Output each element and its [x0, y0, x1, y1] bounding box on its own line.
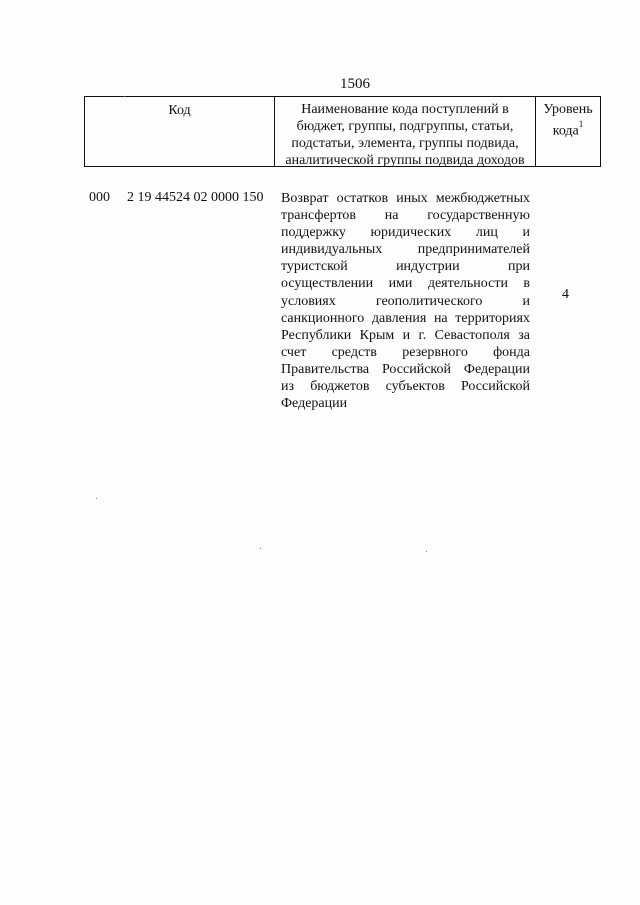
description-line: условиях геополитического и [281, 293, 530, 309]
header-code-label: Код [168, 103, 191, 118]
scan-speck [426, 551, 427, 552]
description-line: Федерации [281, 396, 348, 412]
description-line: Возврат остатков иных межбюджетных [281, 191, 530, 206]
table-header [84, 96, 601, 167]
revenue-description [281, 190, 530, 412]
description-line: санкционного давления на территориях [281, 310, 530, 326]
header-name-cell [274, 97, 536, 166]
description-line: счет средств резервного фонда [281, 344, 530, 360]
description-line: Республики Крым и г. Севастополя за [281, 327, 530, 343]
footnote-marker: 1 [578, 119, 584, 129]
header-level-line2: кода [552, 123, 579, 139]
header-name-line: бюджет, группы, подгруппы, статьи, [296, 119, 514, 134]
scan-speck [260, 548, 261, 549]
scan-speck [124, 96, 125, 97]
header-name-line: Наименование кода поступлений в [301, 102, 509, 117]
description-line: индивидуальных предпринимателей [281, 242, 530, 258]
description-line: трансфертов на государственную [281, 208, 530, 224]
description-line: Правительства Российской Федерации [281, 361, 530, 377]
description-line: из бюджетов субъектов Российской [281, 379, 530, 395]
header-name-line: аналитической группы подвида доходов [285, 153, 525, 168]
scan-speck [96, 498, 97, 499]
description-line: осуществлении ими деятельности в [281, 276, 530, 292]
level-value: 4 [562, 287, 569, 302]
description-line: поддержку юридических лиц и [281, 225, 530, 241]
header-name-line: подстатьи, элемента, группы подвида, [291, 136, 519, 151]
admin-code: 000 [89, 190, 110, 205]
page-number: 1506 [340, 76, 370, 92]
description-line: туристской индустрии при [281, 259, 530, 275]
header-code-cell [84, 97, 274, 166]
header-level-cell [536, 97, 601, 166]
revenue-code: 2 19 44524 02 0000 150 [127, 190, 264, 205]
header-level-line1: Уровень [543, 102, 593, 117]
